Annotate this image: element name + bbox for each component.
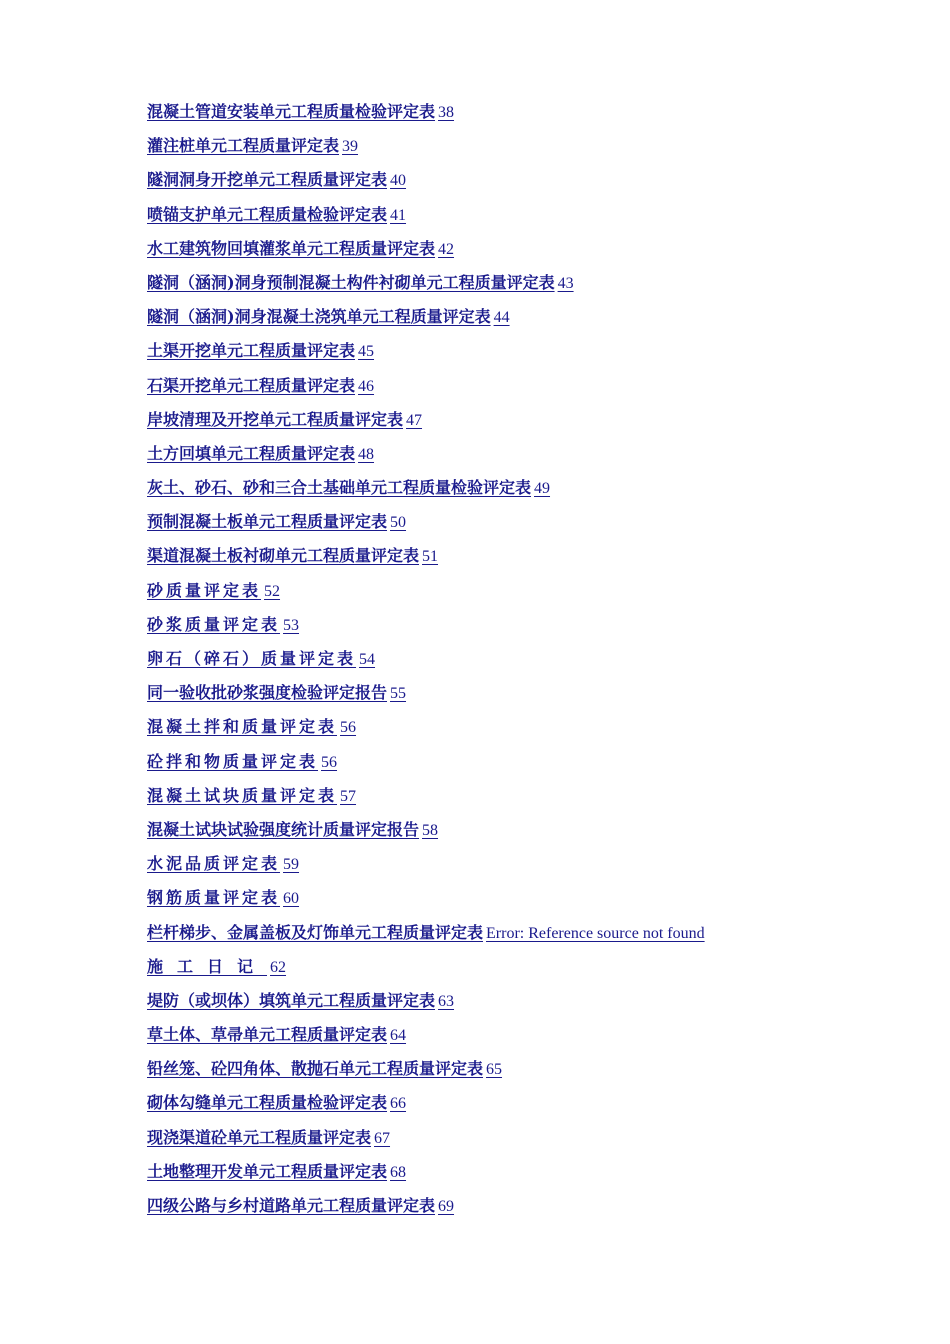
- toc-title: 砂质量评定表: [147, 580, 262, 600]
- toc-entry: [147, 679, 907, 713]
- toc-page-number: 56: [340, 719, 357, 737]
- toc-link[interactable]: [147, 1196, 454, 1215]
- toc-entry: [147, 98, 907, 132]
- toc-link[interactable]: [147, 752, 337, 771]
- toc-title: 土方回填单元工程质量评定表: [147, 443, 356, 463]
- toc-page-number: 68: [390, 1163, 407, 1181]
- toc-title: 钢筋质量评定表: [147, 888, 281, 908]
- toc-page-number: 64: [390, 1027, 407, 1045]
- toc-entry: [147, 1192, 907, 1226]
- toc-page-number: 50: [390, 514, 407, 532]
- toc-title: 现浇渠道砼单元工程质量评定表: [147, 1127, 372, 1147]
- toc-link[interactable]: [147, 1128, 390, 1147]
- toc-title: 隧洞洞身开挖单元工程质量评定表: [147, 170, 388, 190]
- toc-title: 渠道混凝土板衬砌单元工程质量评定表: [147, 546, 420, 566]
- toc-link[interactable]: [147, 581, 280, 600]
- toc-title: 四级公路与乡村道路单元工程质量评定表: [147, 1196, 436, 1215]
- toc-link[interactable]: [147, 102, 454, 121]
- toc-entry: [147, 782, 907, 816]
- toc-link[interactable]: [147, 1025, 406, 1044]
- toc-page-number: Error: Reference source not found: [486, 924, 705, 942]
- toc-page-number: 57: [340, 787, 357, 805]
- toc-page-number: 62: [270, 958, 287, 976]
- toc-link[interactable]: [147, 239, 454, 258]
- toc-title: 草土体、草帚单元工程质量评定表: [147, 1025, 388, 1045]
- toc-title: 混凝土试块试验强度统计质量评定报告: [147, 819, 420, 839]
- toc-page-number: 56: [321, 753, 338, 771]
- toc-title: 卵石（碎石）质量评定表: [147, 649, 357, 668]
- toc-page-number: 41: [390, 206, 407, 224]
- toc-page-number: 43: [557, 274, 574, 292]
- toc-entry: [147, 987, 907, 1021]
- toc-page-number: 52: [264, 582, 281, 600]
- toc-page-number: 42: [438, 240, 455, 258]
- toc-entry: [147, 919, 907, 953]
- toc-entry: [147, 1089, 907, 1123]
- toc-title: 灌注桩单元工程质量评定表: [147, 136, 340, 156]
- toc-title: 栏杆梯步、金属盖板及灯饰单元工程质量评定表: [147, 922, 484, 942]
- toc-link[interactable]: [147, 341, 374, 360]
- toc-entry: [147, 884, 907, 918]
- toc-title: 土地整理开发单元工程质量评定表: [147, 1161, 388, 1181]
- toc-entry: [147, 577, 907, 611]
- toc-page-number: 60: [283, 890, 300, 908]
- toc-link[interactable]: [147, 273, 574, 292]
- toc-link[interactable]: [147, 376, 374, 395]
- toc-page-number: 63: [438, 992, 455, 1010]
- toc-entry: [147, 816, 907, 850]
- toc-entry: [147, 372, 907, 406]
- toc-page-number: 39: [342, 138, 359, 156]
- toc-entry: [147, 132, 907, 166]
- toc-page-number: 47: [406, 411, 423, 429]
- toc-link[interactable]: [147, 991, 454, 1010]
- toc-entry: [147, 440, 907, 474]
- toc-title: 同一验收批砂浆强度检验评定报告: [147, 683, 388, 703]
- toc-link[interactable]: [147, 1059, 502, 1078]
- toc-link[interactable]: [147, 649, 375, 668]
- toc-title: 混凝土试块质量评定表: [147, 785, 338, 805]
- toc-link[interactable]: [147, 444, 374, 463]
- toc-page-number: 46: [358, 377, 375, 395]
- toc-entry: [147, 166, 907, 200]
- toc-title: 喷锚支护单元工程质量检验评定表: [147, 204, 388, 224]
- toc-link[interactable]: [147, 1093, 406, 1112]
- toc-title: 砌体勾缝单元工程质量检验评定表: [147, 1093, 388, 1113]
- toc-page-number: 44: [493, 309, 510, 327]
- toc-link[interactable]: [147, 854, 299, 873]
- toc-entry: [147, 303, 907, 337]
- toc-page-number: 59: [283, 856, 300, 874]
- toc-page-number: 66: [390, 1095, 407, 1113]
- toc-page-number: 40: [390, 172, 407, 190]
- toc-title: 土渠开挖单元工程质量评定表: [147, 341, 356, 361]
- toc-entry: [147, 337, 907, 371]
- toc-page-number: 67: [374, 1129, 391, 1147]
- toc-title: 灰土、砂石、砂和三合土基础单元工程质量检验评定表: [147, 478, 532, 498]
- toc-link[interactable]: [147, 1162, 406, 1181]
- toc-page-number: 54: [359, 651, 376, 668]
- toc-link[interactable]: [147, 136, 358, 155]
- toc-entry: [147, 542, 907, 576]
- toc-link[interactable]: [147, 478, 550, 497]
- toc-page-number: 51: [422, 548, 439, 566]
- toc-entry: [147, 406, 907, 440]
- toc-entry: [147, 201, 907, 235]
- toc-title: 岸坡清理及开挖单元工程质量评定表: [147, 409, 404, 429]
- toc-link[interactable]: [147, 307, 510, 326]
- toc-title: 堤防（或坝体）填筑单元工程质量评定表: [147, 990, 436, 1010]
- toc-page-number: 38: [438, 104, 455, 121]
- toc-link[interactable]: [147, 888, 299, 907]
- toc-link[interactable]: [147, 410, 422, 429]
- toc-page-number: 55: [390, 685, 407, 703]
- toc-link[interactable]: [147, 546, 438, 565]
- toc-link[interactable]: [147, 205, 406, 224]
- toc-link[interactable]: [147, 717, 356, 736]
- toc-link[interactable]: [147, 957, 286, 976]
- toc-title: 水泥品质评定表: [147, 854, 281, 874]
- toc-entry: [147, 611, 907, 645]
- toc-page-number: 53: [283, 616, 300, 634]
- toc-entry: [147, 953, 907, 987]
- toc-title: 隧洞（涵洞)洞身混凝土浇筑单元工程质量评定表: [147, 307, 491, 327]
- toc-entry: [147, 748, 907, 782]
- toc-page-number: 65: [486, 1061, 503, 1079]
- toc-title: 混凝土拌和质量评定表: [147, 717, 338, 737]
- toc-title: 铅丝笼、砼四角体、散抛石单元工程质量评定表: [147, 1059, 484, 1079]
- toc-link[interactable]: [147, 923, 705, 942]
- toc-link[interactable]: [147, 820, 438, 839]
- toc-entry: [147, 713, 907, 747]
- toc-entry: [147, 1158, 907, 1192]
- toc-link[interactable]: [147, 512, 406, 531]
- toc-link[interactable]: [147, 786, 356, 805]
- toc-entry: [147, 508, 907, 542]
- toc-page-number: 69: [438, 1198, 455, 1215]
- toc-page-number: 58: [422, 821, 439, 839]
- toc-entry: [147, 269, 907, 303]
- toc-link[interactable]: [147, 170, 406, 189]
- table-of-contents: [147, 98, 907, 1226]
- toc-page-number: 48: [358, 445, 375, 463]
- toc-title: 预制混凝土板单元工程质量评定表: [147, 512, 388, 532]
- toc-page-number: 49: [534, 480, 551, 498]
- toc-title: 混凝土管道安装单元工程质量检验评定表: [147, 102, 436, 121]
- toc-entry: [147, 1124, 907, 1158]
- toc-page-number: 45: [358, 343, 375, 361]
- toc-title: 施工日记: [147, 956, 268, 976]
- toc-entry: [147, 850, 907, 884]
- toc-entry: [147, 1055, 907, 1089]
- toc-entry: [147, 645, 907, 679]
- toc-link[interactable]: [147, 615, 299, 634]
- toc-entry: [147, 235, 907, 269]
- toc-entry: [147, 1021, 907, 1055]
- toc-title: 隧洞（涵洞)洞身预制混凝土构件衬砌单元工程质量评定表: [147, 272, 555, 292]
- toc-link[interactable]: [147, 683, 406, 702]
- toc-title: 水工建筑物回填灌浆单元工程质量评定表: [147, 238, 436, 258]
- toc-entry: [147, 474, 907, 508]
- toc-title: 砼拌和物质量评定表: [147, 751, 319, 771]
- toc-title: 砂浆质量评定表: [147, 614, 281, 634]
- toc-title: 石渠开挖单元工程质量评定表: [147, 375, 356, 395]
